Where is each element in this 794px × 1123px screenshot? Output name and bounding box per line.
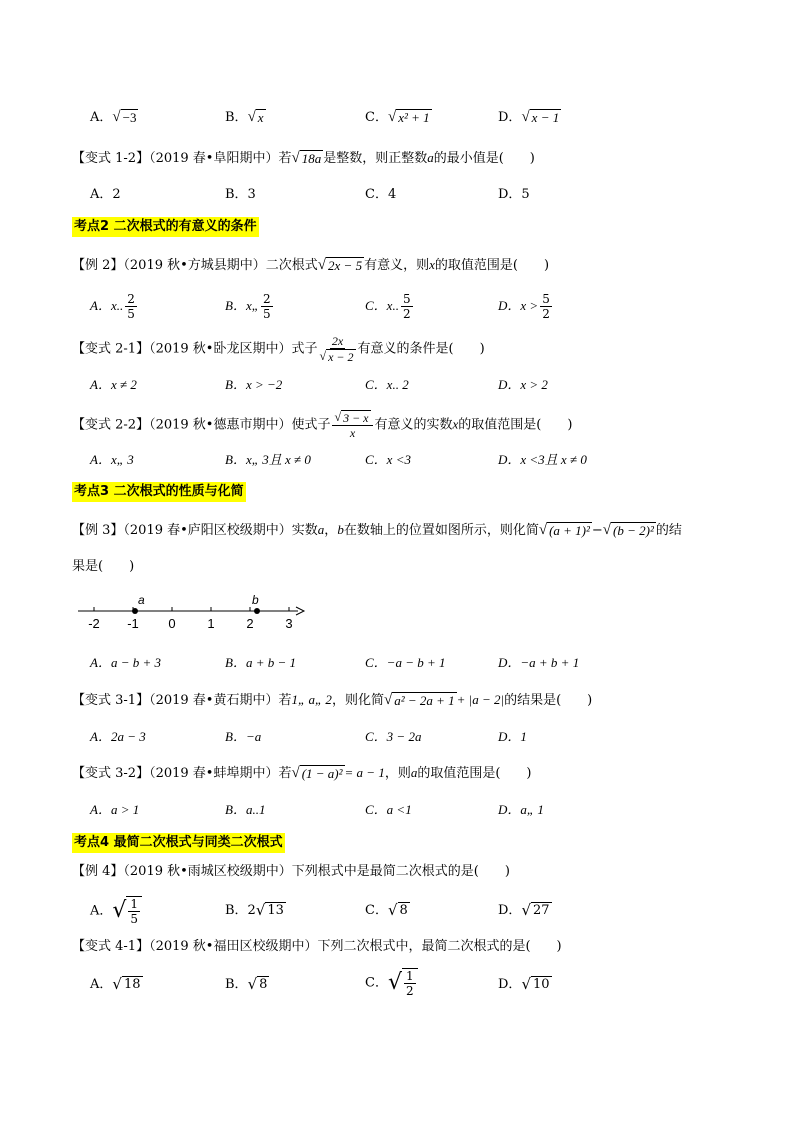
question-variant-2-1: 【变式 2-1】（2019 秋•卧龙区期中）式子 2x √ x − 2 有意义的条件是( ) (72, 334, 485, 364)
option-d: D． √ 27 (498, 901, 550, 919)
option-a: A．a > 1 (90, 802, 140, 817)
number-line-tick-label: 2 (246, 616, 254, 631)
variant-1-2-options (90, 184, 650, 208)
variant-3-2-options (90, 799, 650, 823)
option-a: A． √ $\frac{1}{5}$ (90, 896, 142, 926)
number-line-tick-label: 3 (285, 616, 293, 631)
section-heading-4: 考点4 最简二次根式与同类二次根式 (72, 833, 285, 853)
option-a: A．a − b + 3 (90, 655, 161, 670)
question-variant-4-1: 【变式 4-1】（2019 秋•福田区校级期中）下列二次根式中，最简二次根式的是( ) (72, 939, 562, 954)
option-a: A． √ −3 (90, 109, 137, 125)
option-a: A．x„ 3 (90, 452, 134, 467)
option-b: B．2 √ 13 (225, 901, 284, 919)
option-c: C． √ 8 (365, 901, 408, 919)
option-c: C．x.. $\frac{5}{2}$ (365, 292, 411, 321)
option-d: D．1 (498, 729, 527, 744)
question-variant-1-2: 【变式 1-2】（2019 春•阜阳期中）若 √ 18a 是整数，则正整数a的最小值是( ) (72, 150, 535, 166)
option-b: B．a..1 (225, 802, 266, 817)
point-b (254, 608, 260, 614)
number-line-tick-label: -1 (127, 616, 139, 631)
option-d: D．x > $\frac{5}{2}$ (498, 292, 550, 321)
option-d: D． √ x − 1 (498, 109, 560, 125)
option-d: D．−a + b + 1 (498, 655, 580, 670)
option-a: A．x ≠ 2 (90, 377, 137, 392)
section-heading-2: 考点2 二次根式的有意义的条件 (72, 217, 259, 237)
option-a: A．2 (90, 187, 121, 202)
option-d: D． √ 10 (498, 975, 550, 993)
option-a: A．x.. $\frac{2}{5}$ (90, 292, 135, 321)
option-d: D．a„ 1 (498, 802, 544, 817)
section-heading-3: 考点3 二次根式的性质与化简 (72, 482, 246, 502)
question-variant-2-2: 【变式 2-2】（2019 秋•德惠市期中）使式子 √ 3 − x x 有意义的实数x的取值范围是( ) (72, 410, 573, 440)
option-c: C． √ $\frac{1}{2}$ (365, 968, 418, 998)
option-b: B．x > −2 (225, 377, 283, 392)
variant-2-2-options (90, 449, 650, 473)
variant-4-1-options (90, 968, 650, 1002)
option-c: C．x <3 (365, 452, 411, 467)
example-2-options (90, 292, 650, 321)
option-b: B．−a (225, 729, 262, 744)
number-line-tick-label: 0 (168, 616, 176, 631)
example-4-options (90, 896, 650, 926)
point-a (132, 608, 138, 614)
option-b: B． √ 8 (225, 975, 268, 993)
q1-1-options (90, 107, 650, 131)
option-a: A． √ 18 (90, 975, 141, 993)
question-example-2: 【例 2】（2019 秋•方城县期中）二次根式 √ 2x − 5 有意义，则x的取值范围是( ) (72, 257, 550, 273)
option-c: C．−a − b + 1 (365, 655, 446, 670)
option-a: A．2a − 3 (90, 729, 146, 744)
question-variant-3-1: 【变式 3-1】（2019 春•黄石期中）若1„ a„ 2，则化简 √ a² − 2a + 1 + |a − 2|的结果是( ) (72, 692, 593, 708)
option-c: C．4 (365, 187, 397, 202)
question-example-4: 【例 4】（2019 秋•雨城区校级期中）下列根式中是最简二次根式的是( ) (72, 864, 510, 879)
question-example-3-line2: 果是( ) (72, 559, 135, 574)
point-a-label: a (138, 593, 145, 607)
option-b: B．a + b − 1 (225, 655, 296, 670)
variant-3-1-options (90, 726, 650, 750)
option-b: B．x„ 3且 x ≠ 0 (225, 452, 311, 467)
option-c: C．x.. 2 (365, 377, 409, 392)
option-c: C． √ x² + 1 (365, 109, 430, 125)
option-b: B．3 (225, 187, 256, 202)
number-line (72, 590, 312, 634)
option-d: D．x <3且 x ≠ 0 (498, 452, 587, 467)
question-variant-3-2: 【变式 3-2】（2019 春•蚌埠期中）若 √ (1 − a)² = a − 1，则a的取值范围是( ) (72, 765, 532, 781)
option-d: D．x > 2 (498, 377, 548, 392)
point-b-label: b (252, 593, 259, 607)
option-b: B．x„ $\frac{2}{5}$ (225, 292, 271, 321)
option-d: D．5 (498, 187, 530, 202)
option-c: C．a <1 (365, 802, 412, 817)
number-line-tick-label: 1 (207, 616, 215, 631)
variant-2-1-options (90, 374, 650, 398)
question-example-3: 【例 3】（2019 春•庐阳区校级期中）实数a，b在数轴上的位置如图所示，则化简 √ (a + 1)² − √ (b − 2)² 的结 (72, 522, 682, 538)
option-c: C．3 − 2a (365, 729, 422, 744)
example-3-options (90, 652, 650, 676)
option-b: B． √ x (225, 109, 264, 125)
number-line-tick-label: -2 (88, 616, 100, 631)
